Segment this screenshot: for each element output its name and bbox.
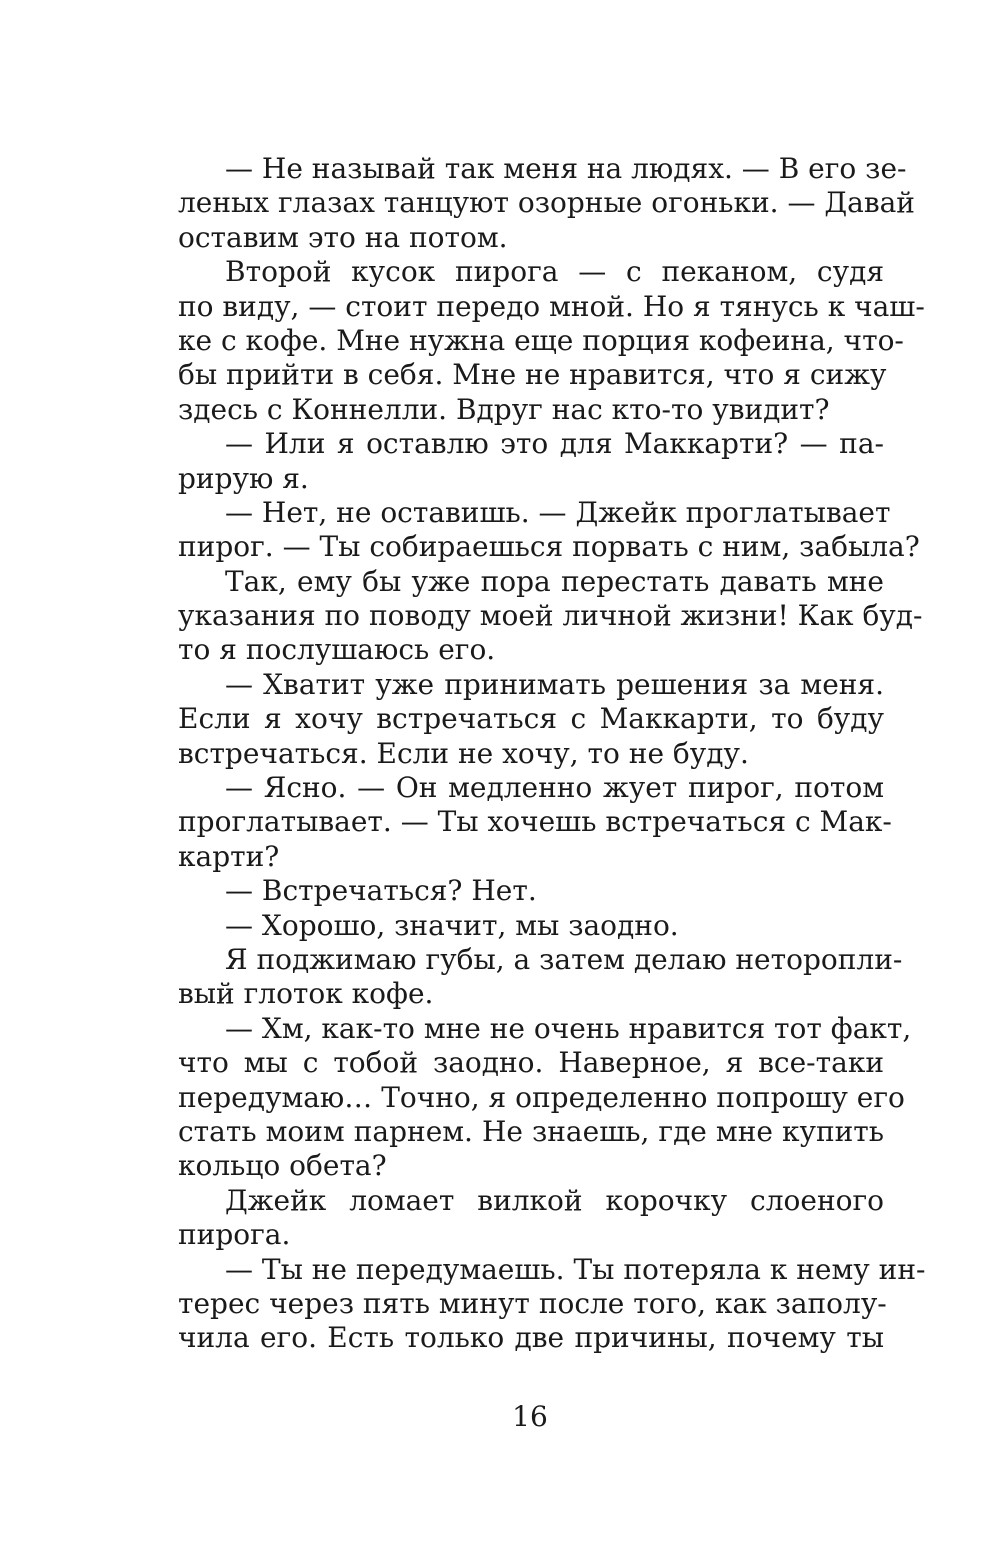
text-line: карти?: [178, 839, 280, 873]
text-line: Если я хочу встречаться с Маккарти, то буду: [178, 702, 884, 736]
text-line: здесь с Коннелли. Вдруг нас кто-то увидит?: [178, 392, 830, 426]
text-line: рирую я.: [178, 461, 309, 495]
text-line: — Не называй так меня на людях. — В его зе-: [225, 152, 907, 185]
text-line: — Хватит уже принимать решения за меня.: [225, 667, 884, 701]
text-line: леных глазах танцуют озорные огоньки. — Давай: [178, 186, 915, 220]
paragraph: [178, 909, 884, 943]
text-line: Так, ему бы уже пора перестать давать мне: [225, 564, 884, 598]
paragraph: [178, 1252, 926, 1356]
text-line: — Хм, как-то мне не очень нравится тот факт,: [225, 1011, 912, 1045]
text-line: что мы с тобой заодно. Наверное, я все-таки: [178, 1046, 884, 1080]
text-line: Я поджимаю губы, а затем делаю неторопли-: [225, 942, 903, 976]
body-text: [178, 152, 926, 1356]
text-line: встречаться. Если не хочу, то не буду.: [178, 736, 749, 770]
text-line: стать моим парнем. Не знаешь, где мне купить: [178, 1114, 884, 1148]
text-line: указания по поводу моей личной жизни! Как буд-: [178, 599, 923, 633]
text-line: то я послушаюсь его.: [178, 633, 496, 667]
text-line: — Встречаться? Нет.: [225, 874, 537, 908]
text-line: — Ясно. — Он медленно жует пирог, потом: [225, 771, 884, 805]
paragraph: [178, 427, 884, 496]
text-line: — Хорошо, значит, мы заодно.: [225, 908, 679, 942]
text-line: терес через пять минут после того, как заполу-: [178, 1286, 887, 1320]
text-line: Второй кусок пирога — с пеканом, судя: [225, 255, 884, 289]
text-line: вый глоток кофе.: [178, 977, 434, 1011]
paragraph: [178, 942, 903, 1012]
page-number: 16: [512, 1400, 548, 1433]
text-line: пирог. — Ты собираешься порвать с ним, забыла?: [178, 530, 920, 564]
text-line: оставим это на потом.: [178, 220, 508, 254]
text-line: пирога.: [178, 1218, 291, 1252]
text-line: — Ты не передумаешь. Ты потеряла к нему ин-: [225, 1252, 926, 1286]
paragraph: [178, 1011, 912, 1184]
paragraph: [178, 1184, 884, 1253]
text-line: Джейк ломает вилкой корочку слоеного: [225, 1183, 884, 1217]
text-line: проглатывает. — Ты хочешь встречаться с Мак-: [178, 805, 892, 839]
text-line: по виду, — стоит передо мной. Но я тянусь к чаш-: [178, 289, 925, 323]
paragraph: [178, 874, 884, 908]
paragraph: [178, 495, 920, 565]
paragraph: [178, 668, 884, 771]
paragraph: [178, 771, 892, 874]
paragraph: [178, 564, 923, 668]
text-line: — Или я оставлю это для Маккарти? — па-: [225, 427, 884, 461]
text-line: — Нет, не оставишь. — Джейк проглатывает: [225, 495, 891, 529]
text-line: ке с кофе. Мне нужна еще порция кофеина, что-: [178, 323, 904, 357]
text-line: кольцо обета?: [178, 1149, 387, 1183]
text-line: бы прийти в себя. Мне не нравится, что я сижу: [178, 358, 887, 392]
text-line: передумаю… Точно, я определенно попрошу его: [178, 1080, 905, 1114]
text-line: чила его. Есть только две причины, почему ты: [178, 1321, 884, 1355]
paragraph: [178, 255, 925, 427]
paragraph: [178, 152, 915, 255]
